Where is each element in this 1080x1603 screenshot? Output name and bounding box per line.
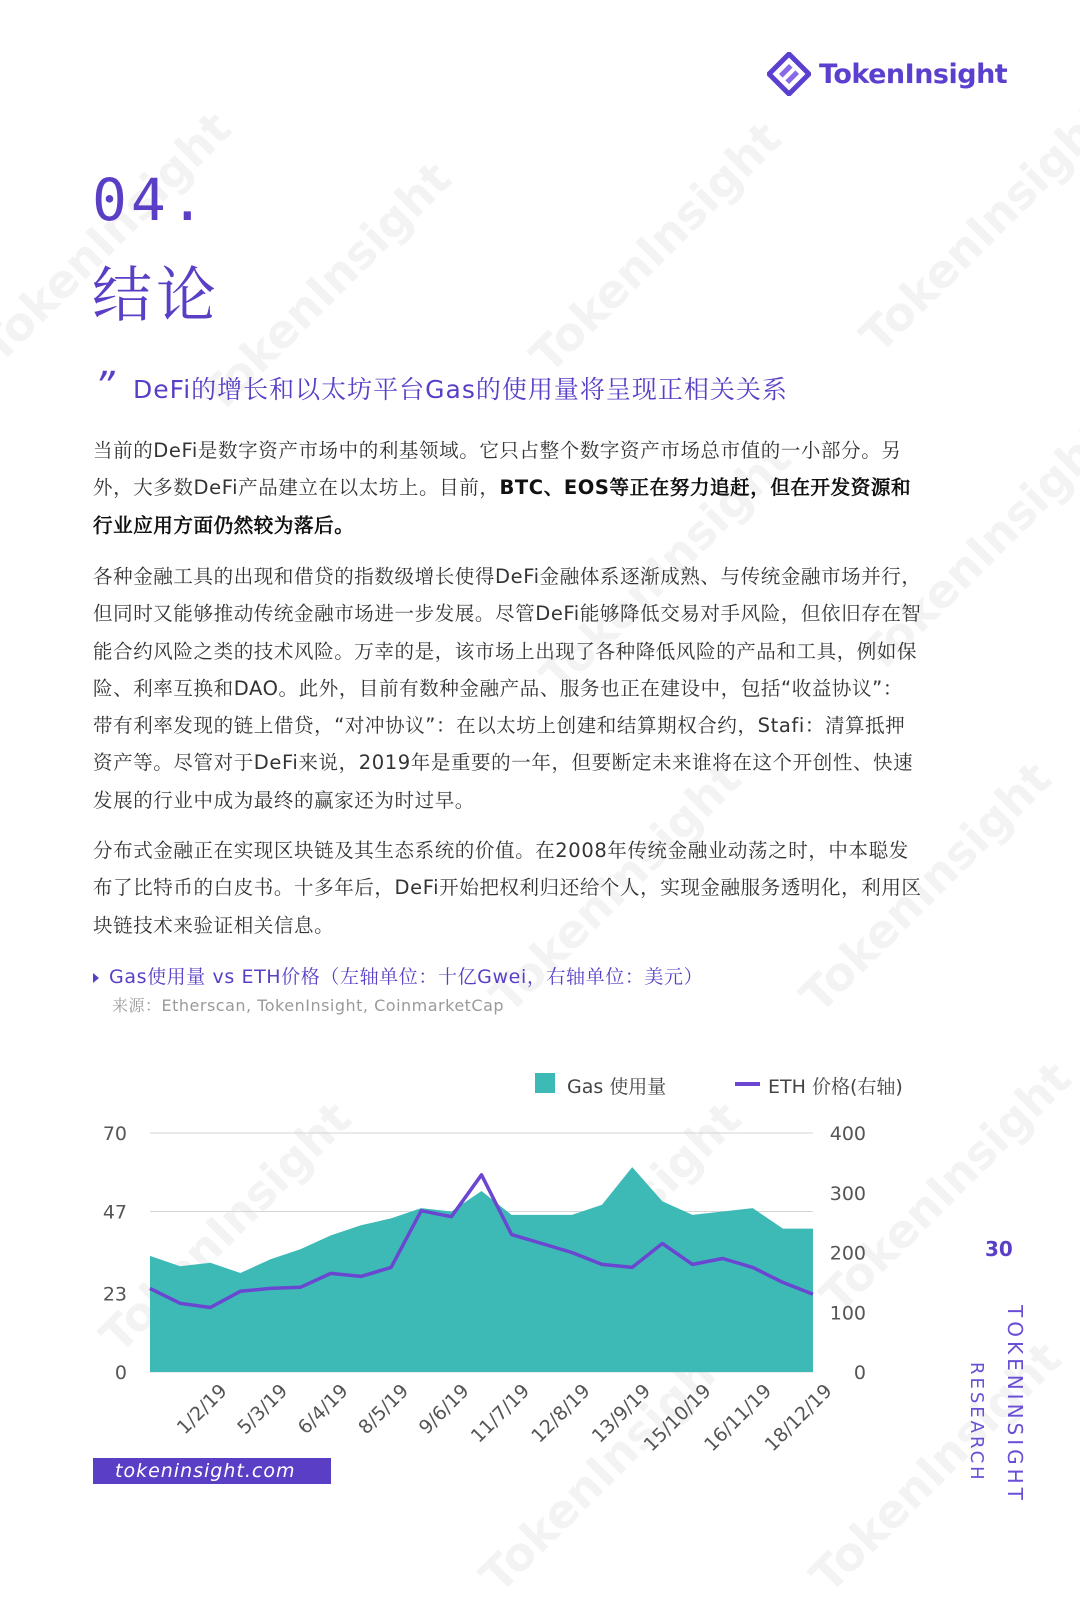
paragraph-1-bold: BTC、EOS等正在努力追赶，但在开发资源和行业应用方面仍然较为落后	[93, 476, 911, 536]
left-tick-label: 70	[103, 1123, 127, 1145]
section-number: 04.	[92, 166, 209, 234]
x-tick-label: 13/9/19	[588, 1380, 655, 1447]
brand-logo[interactable]	[767, 52, 1007, 96]
right-tick-label: 200	[830, 1243, 866, 1265]
x-tick-label: 9/6/19	[415, 1380, 474, 1439]
x-tick-label: 18/12/19	[761, 1380, 837, 1456]
right-tick-label: 300	[830, 1183, 866, 1205]
chart-source: 来源：Etherscan, TokenInsight, CoinmarketCap	[112, 993, 504, 1016]
section-subtitle: DeFi的增长和以太坊平台Gas的使用量将呈现正相关关系	[133, 370, 788, 406]
side-subtitle: RESEARCH	[966, 1362, 987, 1483]
x-tick-label: 11/7/19	[467, 1380, 534, 1447]
watermark	[519, 111, 791, 383]
chart-caption	[93, 962, 703, 989]
gas-area	[150, 1167, 813, 1372]
left-tick-label: 47	[103, 1202, 127, 1224]
left-tick-label: 0	[115, 1362, 127, 1384]
right-tick-label: 100	[830, 1302, 866, 1324]
gas-vs-eth-chart	[0, 1040, 960, 1460]
x-axis	[173, 1380, 837, 1456]
x-tick-label: 15/10/19	[640, 1380, 716, 1456]
watermark	[849, 91, 1080, 363]
brand-name: TokenInsight	[819, 59, 1007, 90]
section-title: 结论	[92, 248, 220, 334]
footer-url-link[interactable]: tokeninsight.com	[93, 1458, 331, 1484]
x-tick-label: 5/3/19	[233, 1380, 292, 1439]
legend-gas-label: Gas 使用量	[567, 1076, 666, 1098]
x-tick-label: 8/5/19	[354, 1380, 413, 1439]
left-tick-label: 23	[103, 1283, 127, 1305]
paragraph-1	[93, 432, 923, 544]
paragraph-1-end: 。	[334, 514, 354, 537]
x-tick-label: 1/2/19	[173, 1380, 232, 1439]
paragraph-1-text: 当前的DeFi是数字资产市场中的利基领域。它只占整个数字资产市场总市值的一小部分。另外，大多数DeFi产品建立在以太坊上。目前，	[93, 439, 901, 499]
chart-legend	[535, 1073, 903, 1098]
right-tick-label: 400	[830, 1123, 866, 1145]
x-tick-label: 6/4/19	[294, 1380, 353, 1439]
x-tick-label: 16/11/19	[700, 1380, 776, 1456]
paragraph-2: 各种金融工具的出现和借贷的指数级增长使得DeFi金融体系逐渐成熟、与传统金融市场并行，但同时又能够推动传统金融市场进一步发展。尽管DeFi能够降低交易对手风险，但依旧存在智能合约风险之类的技术风险。万幸的是，该市场上出现了各种降低风险的产品和工具，例如保险、利率互换和DAO。此外，目前有数种金融产品、服务也正在建设中，包括“收益协议”：带有利率发现的链上借贷，“对冲协议”：在以太坊上创建和结算期权合约，Stafi：清算抵押资产等。尽管对于DeFi来说，2019年是重要的一年，但要断定未来谁将在这个开创性、快速发展的行业中成为最终的赢家还为时过早。	[93, 558, 923, 819]
paragraph-3: 分布式金融正在实现区块链及其生态系统的价值。在2008年传统金融业动荡之时，中本聪发布了比特币的白皮书。十多年后，DeFi开始把权利归还给个人，实现金融服务透明化，利用区块链技术来验证相关信息。	[93, 832, 923, 944]
legend-eth-label: ETH 价格(右轴)	[768, 1076, 903, 1098]
right-axis	[830, 1123, 866, 1384]
left-axis	[103, 1123, 127, 1384]
x-tick-label: 12/8/19	[527, 1380, 594, 1447]
tokeninsight-logo-icon	[767, 52, 811, 96]
chart-caption-title: Gas使用量 vs ETH价格（左轴单位：十亿Gwei，右轴单位：美元）	[109, 966, 703, 988]
legend-gas-swatch	[535, 1073, 555, 1093]
right-tick-label: 0	[854, 1362, 866, 1384]
caret-right-icon	[93, 973, 99, 983]
page-number: 30	[985, 1237, 1013, 1261]
gas-area-layer	[150, 1167, 813, 1372]
quote-mark-icon: ”	[94, 364, 115, 410]
side-brand: TOKENINSIGHT	[1003, 1305, 1027, 1504]
